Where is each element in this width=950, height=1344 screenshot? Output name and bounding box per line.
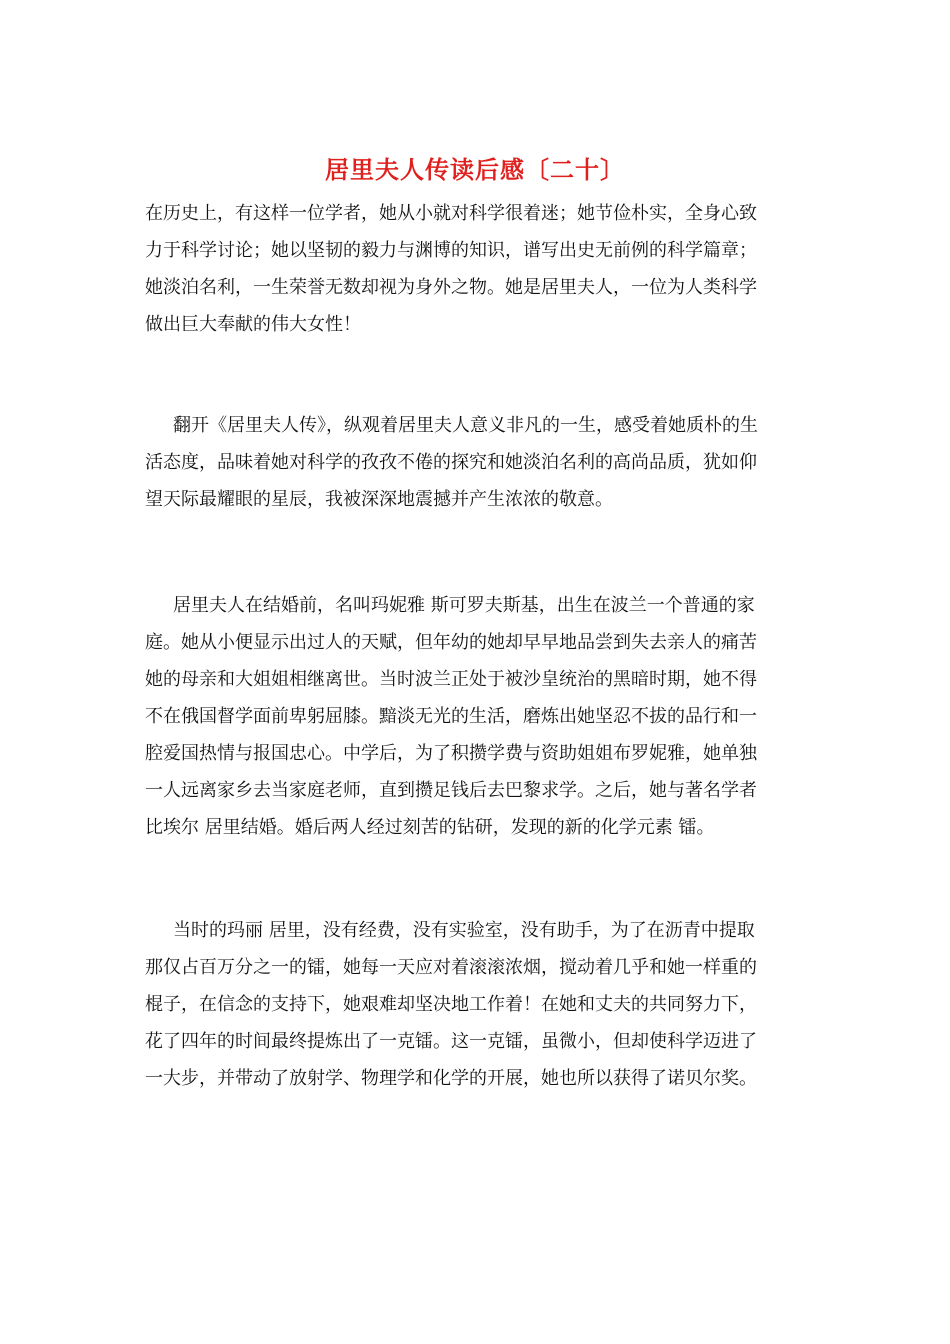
paragraph-4: [145, 912, 810, 1097]
paragraph-2: [145, 407, 810, 518]
paragraph-1: [145, 195, 810, 343]
paragraph-line: 腔爱国热情与报国忠心。中学后，为了积攒学费与资助姐姐布罗妮雅，她单独: [145, 743, 757, 764]
paragraph-line: 在历史上，有这样一位学者，她从小就对科学很着迷；她节俭朴实，全身心致: [145, 203, 757, 224]
paragraph-line: 花了四年的时间最终提炼出了一克镭。这一克镭，虽微小，但却使科学迈进了: [145, 1031, 757, 1052]
paragraph-line: 棍子，在信念的支持下，她艰难却坚决地工作着！在她和丈夫的共同努力下，: [145, 994, 757, 1015]
paragraph-line: 庭。她从小便显示出过人的天赋，但年幼的她却早早地品尝到失去亲人的痛苦: [145, 632, 757, 653]
paragraph-line: 居里夫人在结婚前，名叫玛妮雅 斯可罗夫斯基，出生在波兰一个普通的家: [173, 595, 755, 616]
paragraph-line: 比埃尔 居里结婚。婚后两人经过刻苦的钻研，发现的新的化学元素 镭。: [145, 817, 715, 838]
paragraph-line: 翻开《居里夫人传》，纵观着居里夫人意义非凡的一生，感受着她质朴的生: [173, 415, 758, 436]
paragraph-line: 那仅占百万分之一的镭，她每一天应对着滚滚浓烟，搅动着几乎和她一样重的: [145, 957, 757, 978]
paragraph-line: 她淡泊名利，一生荣誉无数却视为身外之物。她是居里夫人，一位为人类科学: [145, 277, 757, 298]
paragraph-line: 一大步，并带动了放射学、物理学和化学的开展，她也所以获得了诺贝尔奖。: [145, 1068, 757, 1089]
paragraph-3: [145, 587, 810, 846]
paragraph-line: 做出巨大奉献的伟大女性！: [145, 314, 361, 335]
paragraph-line: 望天际最耀眼的星辰，我被深深地震撼并产生浓浓的敬意。: [145, 489, 613, 510]
paragraph-line: 活态度，品味着她对科学的孜孜不倦的探究和她淡泊名利的高尚品质，犹如仰: [145, 452, 757, 473]
paragraph-line: 当时的玛丽 居里，没有经费，没有实验室，没有助手，为了在沥青中提取: [173, 920, 755, 941]
paragraph-line: 一人远离家乡去当家庭老师，直到攒足钱后去巴黎求学。之后，她与著名学者: [145, 780, 757, 801]
document-title: 居里夫人传读后感〔二十〕: [325, 155, 625, 184]
paragraph-line: 力于科学讨论；她以坚韧的毅力与渊博的知识，谱写出史无前例的科学篇章；: [145, 240, 757, 261]
paragraph-line: 她的母亲和大姐姐相继离世。当时波兰正处于被沙皇统治的黑暗时期，她不得: [145, 669, 757, 690]
paragraph-line: 不在俄国督学面前卑躬屈膝。黯淡无光的生活，磨炼出她坚忍不拔的品行和一: [145, 706, 757, 727]
